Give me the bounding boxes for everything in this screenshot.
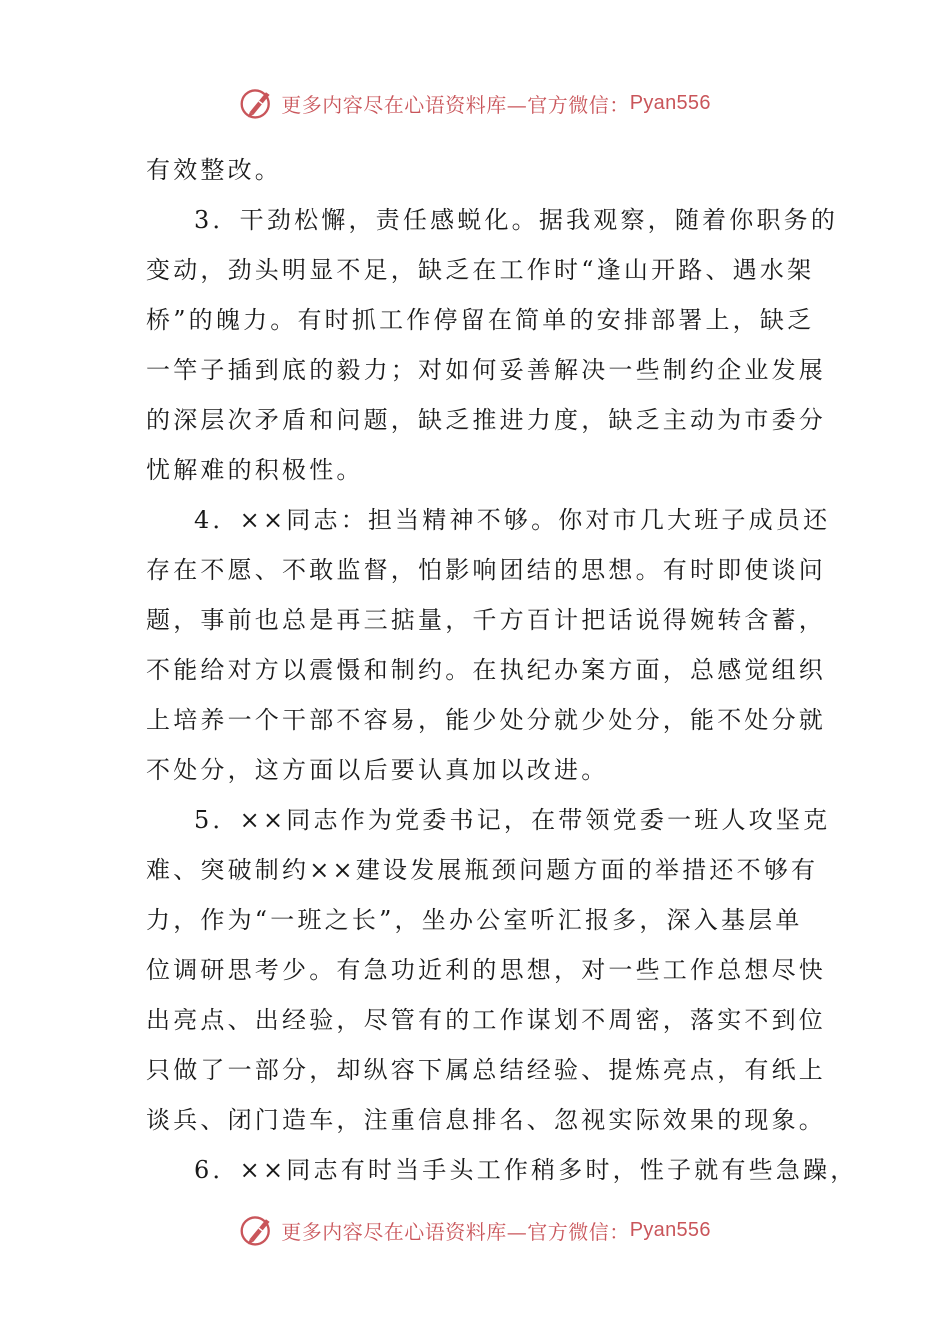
paragraph-5-start: 5．××同志作为党委书记，在带领党委一班人攻坚克 (194, 806, 831, 834)
text-line: 难、突破制约××建设发展瓶颈问题方面的举措还不够有 (146, 856, 819, 884)
pen-in-circle-icon (239, 85, 275, 121)
header-banner (0, 80, 950, 126)
text-line: 题，事前也总是再三掂量，千方百计把话说得婉转含蓄， (146, 606, 826, 634)
paragraph-4-start: 4．××同志：担当精神不够。你对市几大班子成员还 (194, 506, 831, 534)
text-line: 有效整改。 (146, 156, 282, 184)
text-line: 忧解难的积极性。 (146, 456, 364, 484)
text-line: 不能给对方以震慑和制约。在执纪办案方面，总感觉组织 (146, 656, 826, 684)
pen-in-circle-icon (239, 1212, 275, 1248)
text-line: 桥”的魄力。有时抓工作停留在简单的安排部署上，缺乏 (146, 306, 815, 334)
text-line: 只做了一部分，却纵容下属总结经验、提炼亮点，有纸上 (146, 1056, 826, 1084)
text-line: 不处分，这方面以后要认真加以改进。 (146, 756, 609, 784)
paragraph-6-start: 6．××同志有时当手头工作稍多时，性子就有些急躁， (194, 1156, 858, 1184)
text-line: 变动，劲头明显不足，缺乏在工作时“逢山开路、遇水架 (146, 256, 815, 284)
text-line: 力，作为“一班之长”，坐办公室听汇报多，深入基层单 (146, 906, 803, 934)
text-line: 位调研思考少。有急功近利的思想，对一些工作总想尽快 (146, 956, 826, 984)
footer-banner (0, 1207, 950, 1253)
text-line: 出亮点、出经验，尽管有的工作谋划不周密，落实不到位 (146, 1006, 826, 1034)
banner-text: 更多内容尽在心语资料库—官方微信： (281, 1219, 630, 1244)
paragraph-3-start: 3．干劲松懈，责任感蜕化。据我观察，随着你职务的 (194, 206, 839, 234)
banner-wechat-id: Pyan556 (629, 1218, 711, 1241)
banner-text: 更多内容尽在心语资料库—官方微信： (281, 92, 630, 117)
text-line: 存在不愿、不敢监督，怕影响团结的思想。有时即使谈问 (146, 556, 826, 584)
text-line: 谈兵、闭门造车，注重信息排名、忽视实际效果的现象。 (146, 1106, 826, 1134)
text-line: 一竿子插到底的毅力；对如何妥善解决一些制约企业发展 (146, 356, 826, 384)
text-line: 的深层次矛盾和问题，缺乏推进力度，缺乏主动为市委分 (146, 406, 826, 434)
banner-wechat-id: Pyan556 (629, 91, 711, 114)
text-line: 上培养一个干部不容易，能少处分就少处分，能不处分就 (146, 706, 826, 734)
